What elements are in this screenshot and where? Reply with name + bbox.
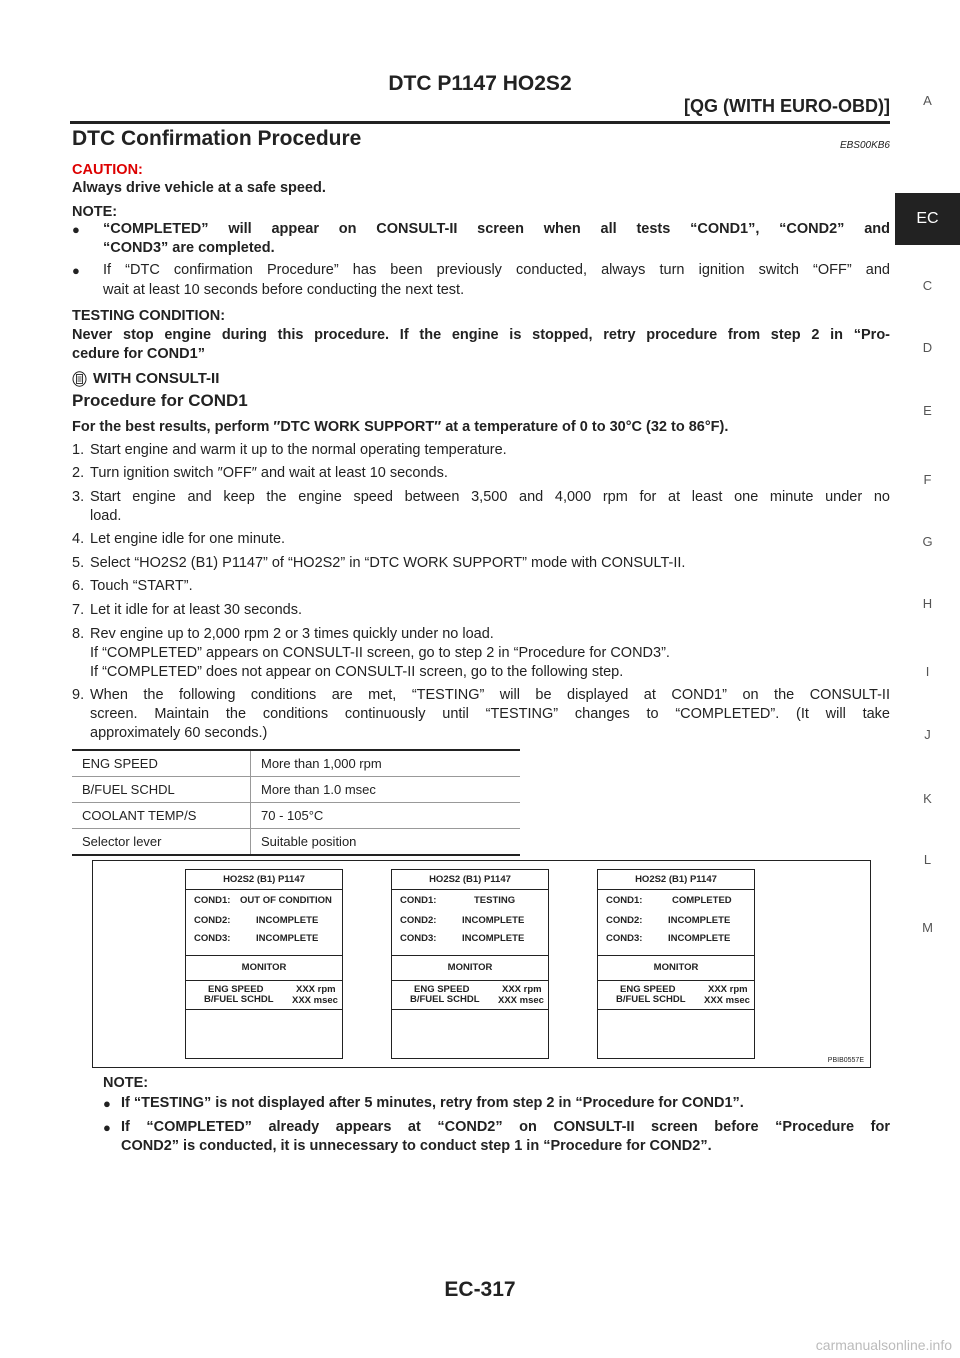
tab-f[interactable]: F [923,472,932,487]
note-bullet-line: “COND3” are completed. [103,240,275,256]
eng-speed-value: XXX rpm [296,984,336,995]
cond2-label: COND2: [194,915,231,926]
fuel-schdl-label: B/FUEL SCHDL [616,994,686,1005]
fuel-schdl-value: XXX msec [704,995,750,1006]
step-number: 7. [72,602,85,618]
procedure-intro: For the best results, perform ″DTC WORK SUPPORT″ at a temperature of 0 to 30°C (32 to 86°F). [72,419,729,435]
page-header-title: DTC P1147 HO2S2 [388,72,572,95]
cond2-value: INCOMPLETE [256,915,319,926]
condition-value: Suitable position [251,829,521,856]
tab-ec[interactable]: EC [895,193,960,245]
fuel-schdl-value: XXX msec [498,995,544,1006]
table-row [72,829,520,856]
section-title: DTC Confirmation Procedure [72,127,362,150]
tab-m[interactable]: M [922,920,933,935]
step-number: 4. [72,531,85,547]
tab-d[interactable]: D [922,340,933,355]
note-label: NOTE: [103,1075,149,1091]
tab-l[interactable]: L [923,852,932,867]
procedure-title: Procedure for COND1 [72,391,248,410]
cond1-value: TESTING [474,895,516,906]
step-text: If “COMPLETED” appears on CONSULT-II screen, go to step 2 in “Procedure for COND3”. [90,645,670,661]
cond2-label: COND2: [400,915,437,926]
page-header-subtitle: [QG (WITH EURO-OBD)] [684,96,890,116]
monitor-values [392,979,548,1010]
step-number: 2. [72,465,85,481]
testing-condition-line: cedure for COND1” [72,346,205,362]
page-number: EC-317 [444,1278,516,1301]
monitor-values [598,979,754,1010]
note-bullet-line: If “DTC confirmation Procedure” has been previously conducted, always turn ignition switch “OFF” and [103,262,890,278]
step-text: Select “HO2S2 (B1) P1147” of “HO2S2” in “DTC WORK SUPPORT” mode with CONSULT-II. [90,555,686,571]
monitor-label: MONITOR [598,955,754,981]
note-bullet-line: wait at least 10 seconds before conducting the next test. [103,282,465,298]
screen-title: HO2S2 (B1) P1147 [598,870,754,890]
condition-item: COOLANT TEMP/S [72,803,251,829]
table-row [72,750,520,777]
consult-screen [391,869,549,1059]
consult-heading: WITH CONSULT-II [93,370,220,387]
table-row [72,803,520,829]
screen-title: HO2S2 (B1) P1147 [186,870,342,890]
step-number: 5. [72,555,85,571]
cond1-value: OUT OF CONDITION [240,895,332,906]
tab-h[interactable]: H [922,596,933,611]
step-text: Let engine idle for one minute. [90,531,286,547]
step-text: load. [90,508,122,524]
eng-speed-label: ENG SPEED [620,984,676,995]
step-number: 1. [72,442,85,458]
conditions-table [72,749,520,856]
step-text: approximately 60 seconds.) [90,725,268,741]
section-code: EBS00KB6 [839,140,890,151]
step-text: Start engine and warm it up to the normal operating temperature. [90,442,507,458]
step-text: Rev engine up to 2,000 rpm 2 or 3 times quickly under no load. [90,626,494,642]
eng-speed-label: ENG SPEED [414,984,470,995]
consult-ii-icon [72,371,87,387]
screen-title: HO2S2 (B1) P1147 [392,870,548,890]
tab-c[interactable]: C [922,278,933,293]
consult-screens-figure [92,860,871,1068]
bullet-icon: ● [72,222,80,237]
condition-item: Selector lever [72,829,251,856]
condition-item: ENG SPEED [72,750,251,777]
fuel-schdl-value: XXX msec [292,995,338,1006]
step-number: 9. [72,687,85,703]
bullet-icon: ● [72,263,80,278]
step-text: Turn ignition switch ″OFF″ and wait at least 10 seconds. [90,465,448,481]
cond2-label: COND2: [606,915,643,926]
fuel-schdl-label: B/FUEL SCHDL [204,994,274,1005]
header-divider [70,121,890,124]
tab-a[interactable]: A [923,93,932,108]
cond1-label: COND1: [606,895,643,906]
eng-speed-value: XXX rpm [708,984,748,995]
step-text: Let it idle for at least 30 seconds. [90,602,302,618]
condition-value: More than 1,000 rpm [251,750,521,777]
cond1-value: COMPLETED [672,895,732,906]
tab-g[interactable]: G [922,534,933,549]
tab-j[interactable]: J [924,727,931,742]
tab-k[interactable]: K [923,791,932,806]
cond2-value: INCOMPLETE [462,915,525,926]
step-text: If “COMPLETED” does not appear on CONSULT-II screen, go to the following step. [90,664,624,680]
step-text: Start engine and keep the engine speed between 3,500 and 4,000 rpm for at least one minute under no [90,489,890,505]
cond1-label: COND1: [194,895,231,906]
eng-speed-value: XXX rpm [502,984,542,995]
testing-condition-label: TESTING CONDITION: [72,308,226,324]
condition-item: B/FUEL SCHDL [72,777,251,803]
cond3-value: INCOMPLETE [668,933,731,944]
cond3-value: INCOMPLETE [256,933,319,944]
step-number: 6. [72,578,85,594]
note-bullet-line: “COMPLETED” will appear on CONSULT-II screen when all tests “COND1”, “COND2” and [103,221,890,237]
bullet-icon: ● [103,1096,111,1111]
step-number: 3. [72,489,85,505]
watermark: carmanualsonline.info [815,1337,952,1353]
condition-value: More than 1.0 msec [251,777,521,803]
cond2-value: INCOMPLETE [668,915,731,926]
monitor-label: MONITOR [392,955,548,981]
figure-code: PBIB0557E [827,1057,864,1064]
step-number: 8. [72,626,85,642]
consult-screen [597,869,755,1059]
cond3-label: COND3: [606,933,643,944]
cond1-label: COND1: [400,895,437,906]
fuel-schdl-label: B/FUEL SCHDL [410,994,480,1005]
testing-condition-line: Never stop engine during this procedure. If the engine is stopped, retry procedure from step 2 in “Pro- [72,327,890,343]
bullet-icon: ● [103,1120,111,1135]
consult-screen [185,869,343,1059]
tab-i[interactable]: I [925,664,930,679]
note-bullet-line: COND2” is conducted, it is unnecessary to conduct step 1 in “Procedure for COND2”. [121,1138,712,1154]
note-bullet-line: If “TESTING” is not displayed after 5 minutes, retry from step 2 in “Procedure for COND1”. [121,1095,744,1111]
table-row [72,777,520,803]
eng-speed-label: ENG SPEED [208,984,264,995]
monitor-label: MONITOR [186,955,342,981]
caution-label: CAUTION: [72,162,143,178]
note-label: NOTE: [72,204,118,220]
tab-e[interactable]: E [923,403,932,418]
cond3-value: INCOMPLETE [462,933,525,944]
note-bullet-line: If “COMPLETED” already appears at “COND2” on CONSULT-II screen before “Procedure for [121,1119,890,1135]
condition-value: 70 - 105°C [251,803,521,829]
step-text: screen. Maintain the conditions continuously until “TESTING” changes to “COMPLETED”. (It will take [90,706,890,722]
step-text: Touch “START”. [90,578,193,594]
caution-text: Always drive vehicle at a safe speed. [72,180,326,196]
cond3-label: COND3: [400,933,437,944]
monitor-values [186,979,342,1010]
cond3-label: COND3: [194,933,231,944]
step-text: When the following conditions are met, “TESTING” will be displayed at COND1” on the CONSULT-II [90,687,890,703]
